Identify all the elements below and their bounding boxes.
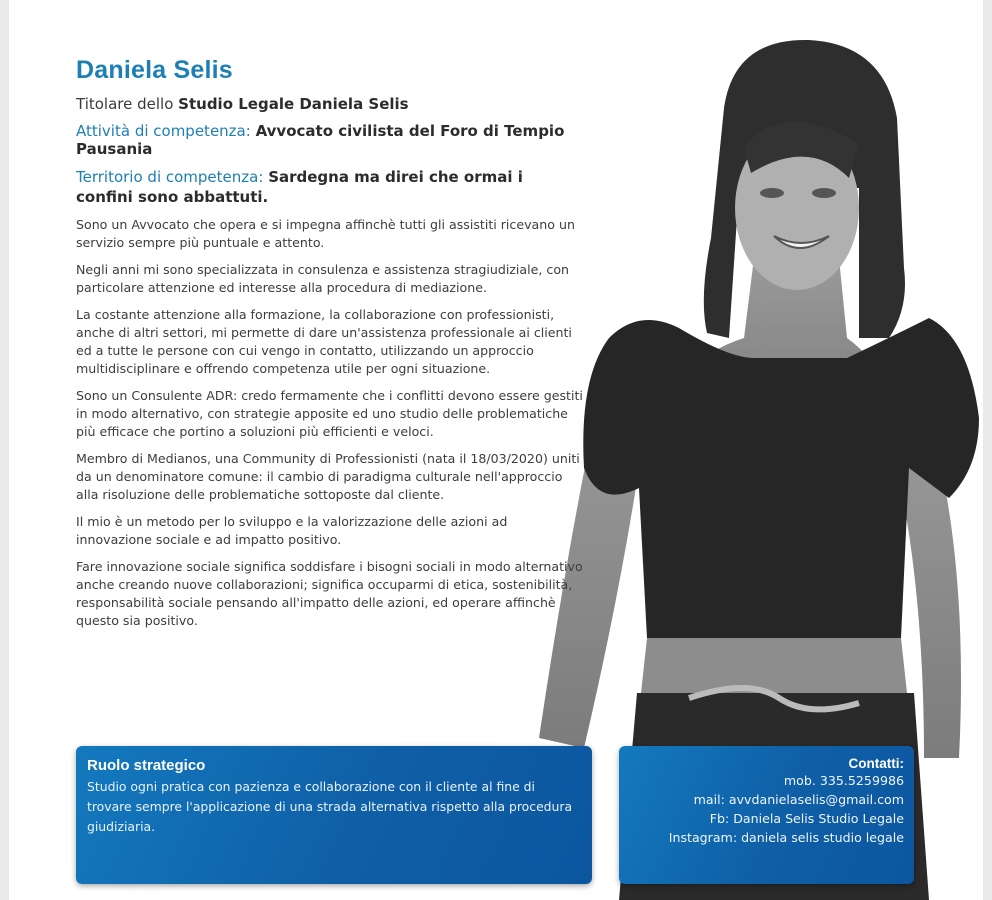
paragraph: Membro di Medianos, una Community di Professionisti (nata il 18/03/2020) uniti da un denominatore comune: il cambio di paradigma culturale nell'approccio alla risoluzione delle problematiche sottoposte dal cliente. [76, 451, 580, 502]
contacts-title: Contatti: [848, 756, 904, 771]
profile-title [76, 95, 596, 113]
intro-text [76, 56, 596, 639]
profile-name: Daniela Selis [76, 56, 233, 84]
role-box [76, 746, 592, 884]
activity-value: Avvocato civilista del Foro di Tempio Pausania [76, 122, 565, 158]
activity-line [76, 122, 596, 158]
paragraph: Negli anni mi sono specializzata in consulenza e assistenza stragiudiziale, con particolare attenzione ed interesse alla procedura di mediazione. [76, 262, 570, 295]
paragraph: Sono un Avvocato che opera e si impegna affinchè tutti gli assistiti ricevano un servizio sempre più puntuale e attento. [76, 217, 575, 250]
studio-name: Studio Legale Daniela Selis [178, 95, 409, 113]
contact-instagram[interactable]: Instagram: daniela selis studio legale [668, 830, 904, 845]
territory-value: Sardegna ma direi che ormai i confini sono abbattuti. [76, 168, 523, 206]
contact-mobile[interactable]: mob. 335.5259986 [783, 773, 904, 788]
territory-line [76, 167, 571, 207]
paragraph: Il mio è un metodo per lo sviluppo e la valorizzazione delle azioni ad innovazione sociale e ad impatto positivo. [76, 514, 508, 547]
title-prefix: Titolare dello [76, 95, 174, 113]
paragraph: Fare innovazione sociale significa soddisfare i bisogni sociali in modo alternativo anche creando nuove collaborazioni; significa occuparmi di etica, sostenibilità, responsabilità sociale pensando all'impatto delle azioni, ed operare affinchè questo sia positivo. [76, 559, 583, 628]
activity-label: Attività di competenza: [76, 122, 251, 140]
brochure-page [9, 0, 983, 900]
contact-mail[interactable]: mail: avvdanielaselis@gmail.com [693, 792, 904, 807]
contact-facebook[interactable]: Fb: Daniela Selis Studio Legale [709, 811, 904, 826]
paragraph: La costante attenzione alla formazione, la collaborazione con professionisti, anche di altri settori, mi permette di dare un'assistenza professionale ai clienti ed a tutte le persone con cui vengo in contatto, utilizzando un approccio multidisciplinare e offrendo competenza utile per ogni situazione. [76, 307, 572, 376]
contacts-box [619, 746, 914, 884]
territory-label: Territorio di competenza: [76, 168, 264, 186]
paragraph: Sono un Consulente ADR: credo fermamente che i conflitti devono essere gestiti in modo alternativo, con strategie apposite ed uno studio delle problematiche più efficace che portino a soluzioni più efficienti e veloci. [76, 388, 583, 439]
role-title: Ruolo strategico [87, 757, 206, 774]
role-text: Studio ogni pratica con pazienza e collaborazione con il cliente al fine di trovare sempre l'applicazione di una strada alternativa rispetto alla procedura giudiziaria. [87, 779, 573, 834]
